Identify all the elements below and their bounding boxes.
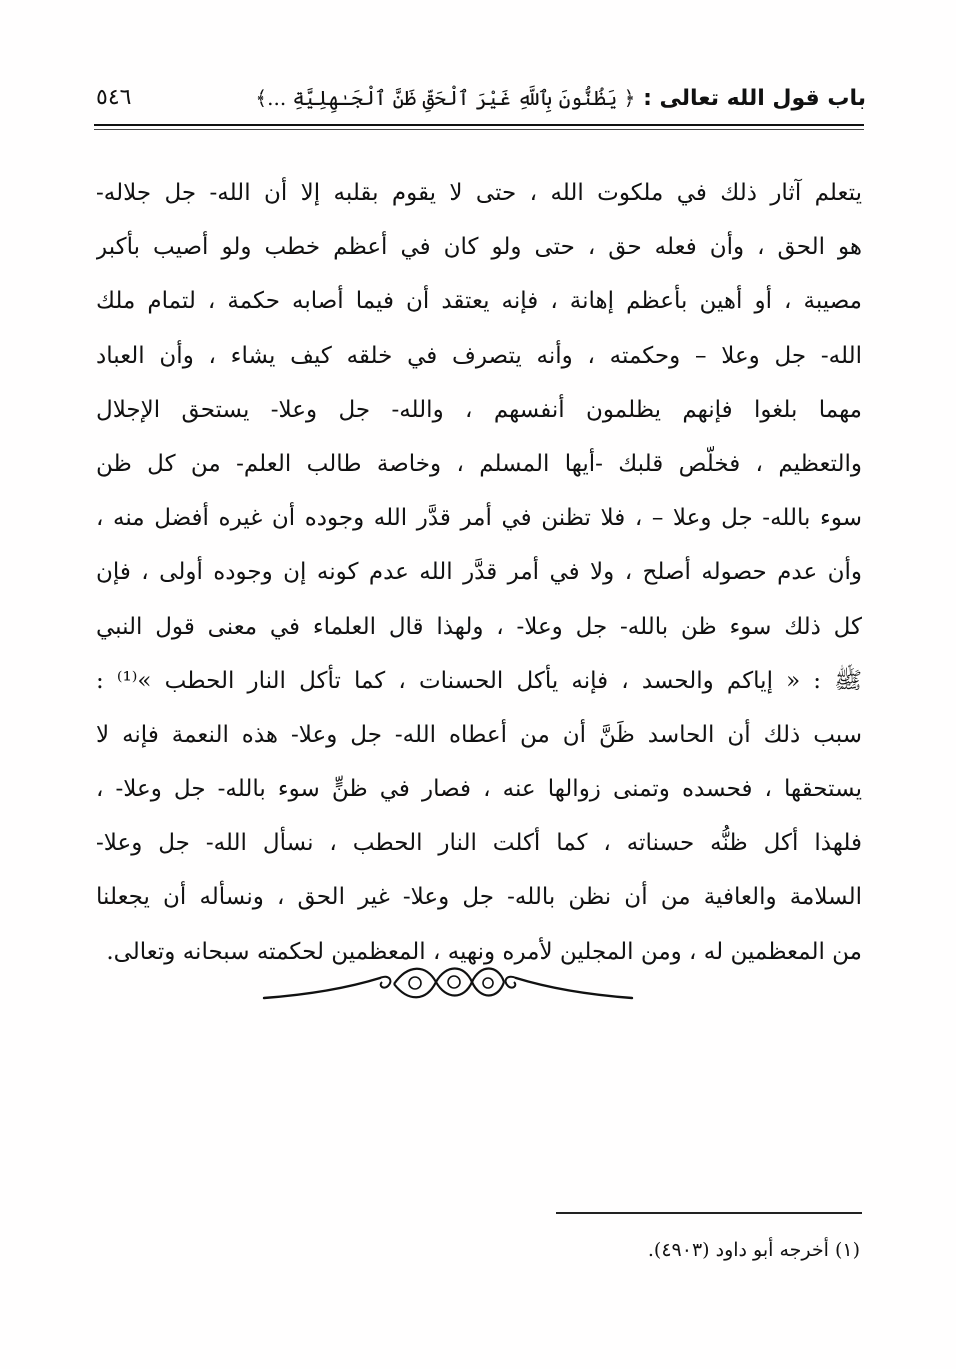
text-line: سبب ذلك أن الحاسد ظَنَّ أن من أعطاه الله- جل وعلا- هذه النعمة فإنه لا — [96, 721, 862, 748]
footnote: (١) أخرجه أبو داود (٤٩٠٣). — [647, 1239, 860, 1261]
text-line: مهما بلغوا فإنهم يظلمون أنفسهم ، والله- جل وعلا- يستحق الإجلال — [96, 396, 862, 423]
text-line: فلهذا أكل ظنُّه حسناته ، كما أكلت النار الحطب ، نسأل الله- جل وعلا- — [96, 830, 862, 857]
footnote-divider — [556, 1212, 862, 1214]
text-line: ﷺ : « إياكم والحسد ، فإنه يأكل الحسنات ، كما تأكل النار الحطب »⁽¹⁾ : — [96, 667, 862, 694]
text-line: يتعلم آثار ذلك في ملكوت الله ، حتى لا يقوم بقلبه إلا أن الله- جل جلاله- — [96, 180, 862, 206]
text-line: يستحقها ، فحسده وتمنى زوالها عنه ، فصار في ظنٍّ سوء بالله- جل وعلا- ، — [96, 776, 862, 803]
text-line: من المعظمين له ، ومن المجلين لأمره ونهيه ، المعظمين لحكمته سبحانه وتعالى. — [106, 938, 862, 965]
text-line: كل ذلك سوء ظن بالله- جل وعلا- ، ولهذا قال العلماء في معنى قول النبي — [96, 613, 862, 640]
chapter-title — [255, 82, 866, 115]
text-line: مصيبة ، أو أهين بأعظم إهانة ، فإنه يعتقد أن فيما أصابه حكمة ، لتمام ملك — [96, 288, 862, 315]
chapter-title-text: باب قول الله تعالى : — [643, 86, 866, 111]
chapter-verse: ﴿ يَظُنُّونَ بِٱللَّهِ غَيْرَ ٱلْحَقِّ ظَنَّ ٱلْجَـٰهِلِيَّةِ ...﴾ — [255, 86, 636, 110]
page-header — [96, 82, 866, 122]
text-line: هو الحق ، وأن فعله حق ، حتى ولو كان في أعظم خطب ولو أصيب بأكبر — [96, 234, 862, 261]
text-line: الله- جل وعلا – وحكمته ، وأنه يتصرف في خلقه كيف يشاء ، وأن العباد — [96, 342, 862, 369]
page-number: ٥٤٦ — [96, 85, 132, 110]
header-divider-thin — [94, 129, 864, 130]
text-line: والتعظيم ، فخلّص قلبك -أيها المسلم ، وخاصة طالب العلم- من كل ظن — [96, 450, 862, 477]
text-line: وأن عدم حصوله أصلح ، ولا في أمر قدَّر الله عدم كونه إن وجوده أولى ، فإن — [96, 559, 862, 586]
text-line: سوء بالله- جل وعلا – ، فلا تظنن في أمر قدَّر الله وجوده أن غيره أفضل منه ، — [96, 505, 862, 532]
body-text — [96, 166, 862, 979]
ornament-divider — [258, 958, 638, 1008]
text-line: السلامة والعافية من أن نظن بالله- جل وعلا- غير الحق ، ونسأله أن يجعلنا — [96, 884, 862, 911]
header-divider — [94, 124, 864, 126]
